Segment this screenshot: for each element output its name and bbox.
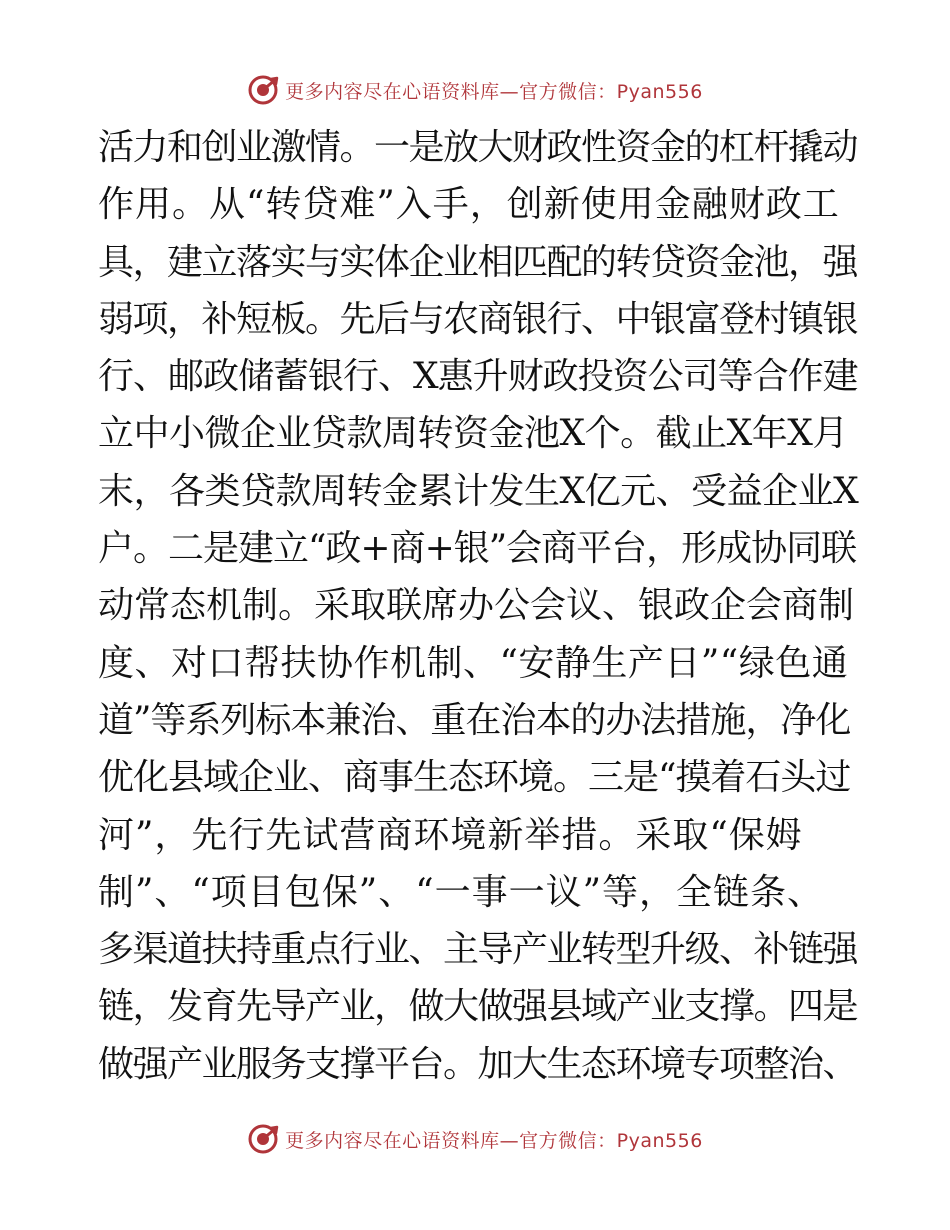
paragraph-line: 弱项，补短板。先后与农商银行、中银富登村镇银	[98, 298, 858, 340]
watermark-logo-icon	[247, 1123, 279, 1155]
paragraph-line: 制”、“项目包保”、“一事一议”等，全链条、	[98, 871, 825, 913]
header-watermark	[0, 70, 950, 110]
paragraph-line: 多渠道扶持重点行业、主导产业转型升级、补链强	[98, 929, 858, 971]
paragraph-line: 行、邮政储蓄银行、X惠升财政投资公司等合作建	[98, 356, 858, 398]
paragraph-line: 户。二是建立“政+商+银”会商平台，形成协同联	[98, 528, 857, 570]
watermark-logo-icon	[247, 74, 279, 106]
paragraph-line: 具，建立落实与实体企业相匹配的转贷资金池，强	[98, 241, 858, 283]
watermark-text: 更多内容尽在心语资料库—官方微信：Pyan556	[285, 80, 703, 103]
paragraph-line: 活力和创业激情。一是放大财政性资金的杠杆撬动	[98, 127, 858, 168]
paragraph-line: 链，发育先导产业，做大做强县域产业支撑。四是	[98, 986, 858, 1028]
paragraph-line: 动常态机制。采取联席办公会议、银政企会商制	[98, 585, 855, 627]
paragraph-line: 立中小微企业贷款周转资金池X个。截止X年X月	[98, 413, 848, 455]
paragraph-line: 作用。从“转贷难”入手，创新使用金融财政工	[98, 184, 840, 226]
paragraph-line: 度、对口帮扶协作机制、“安静生产日”“绿色通	[98, 642, 849, 684]
watermark-text: 更多内容尽在心语资料库—官方微信：Pyan556	[285, 1129, 703, 1152]
paragraph-line: 做强产业服务支撑平台。加大生态环境专项整治、	[98, 1043, 858, 1085]
footer-watermark	[0, 1119, 950, 1159]
paragraph-line: 优化县域企业、商事生态环境。三是“摸着石头过	[98, 757, 851, 799]
paragraph-line: 河”，先行先试营商环境新举措。采取“保姆	[98, 814, 803, 856]
paragraph-line: 道”等系列标本兼治、重在治本的办法措施，净化	[98, 699, 851, 741]
document-body	[98, 119, 858, 1093]
paragraph-line: 末，各类贷款周转金累计发生X亿元、受益企业X	[98, 470, 859, 512]
